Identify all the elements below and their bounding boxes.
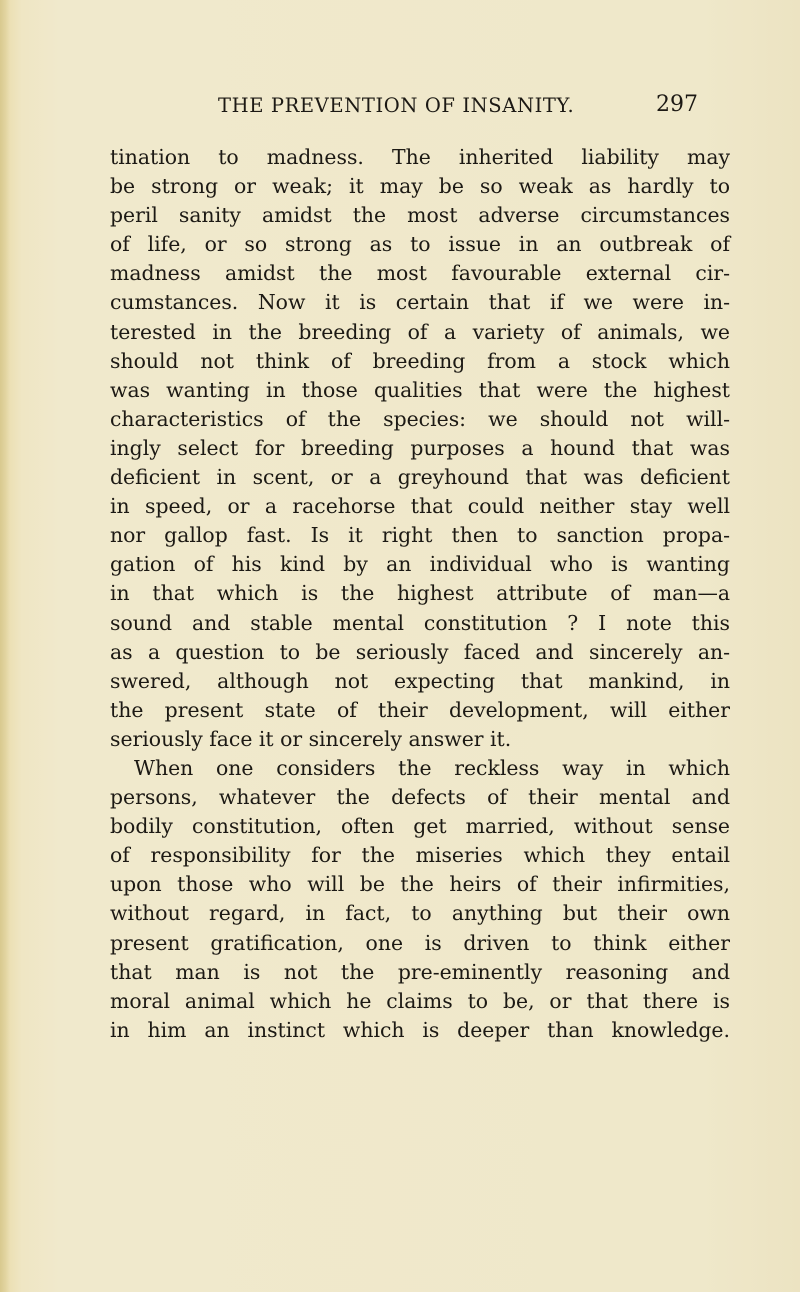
text-line: gation of his kind by an individual who is wanting (110, 552, 730, 577)
text-line: deficient in scent, or a greyhound that was deficient (110, 465, 730, 490)
text-line: in that which is the highest attribute of man—a (110, 581, 730, 606)
paragraph-first-line: When one considers the reckless way in which (134, 755, 730, 780)
text-line: cumstances. Now it is certain that if we were in- (110, 290, 730, 315)
binding-shadow (0, 0, 10, 1292)
body-text (110, 143, 730, 1045)
running-head (0, 94, 800, 124)
text-line: sound and stable mental constitution ? I note this (110, 610, 730, 635)
text-line: the present state of their development, will either (110, 697, 730, 722)
text-line: of life, or so strong as to issue in an outbreak of (110, 232, 730, 257)
text-line: moral animal which he claims to be, or that there is (110, 988, 730, 1013)
text-line: madness amidst the most favourable external cir- (110, 261, 730, 286)
text-line: present gratification, one is driven to think either (110, 930, 730, 955)
text-line: terested in the breeding of a variety of animals, we (110, 319, 730, 344)
running-title: THE PREVENTION OF INSANITY. (218, 94, 575, 117)
paragraph-end-line: in him an instinct which is deeper than knowledge. (110, 1017, 730, 1042)
text-line: bodily constitution, often get married, without sense (110, 814, 730, 839)
page-number: 297 (656, 92, 698, 117)
text-line: nor gallop fast. Is it right then to sanction propa- (110, 523, 730, 548)
text-line: as a question to be seriously faced and sincerely an- (110, 639, 730, 664)
text-line: persons, whatever the defects of their mental and (110, 785, 730, 810)
text-line: characteristics of the species: we should not will- (110, 406, 730, 431)
text-line: that man is not the pre-eminently reasoning and (110, 959, 730, 984)
text-line: should not think of breeding from a stock which (110, 348, 730, 373)
paragraph-end-line: seriously face it or sincerely answer it. (110, 726, 512, 751)
text-line: peril sanity amidst the most adverse circumstances (110, 203, 730, 228)
text-line: was wanting in those qualities that were the highest (110, 377, 730, 402)
text-line: without regard, in fact, to anything but their own (110, 901, 730, 926)
text-line: in speed, or a racehorse that could neither stay well (110, 494, 730, 519)
text-line: upon those who will be the heirs of their infirmities, (110, 872, 730, 897)
text-line: ingly select for breeding purposes a hound that was (110, 435, 730, 460)
text-line: tination to madness. The inherited liability may (110, 145, 730, 169)
text-line: swered, although not expecting that mankind, in (110, 668, 730, 693)
text-line: of responsibility for the miseries which they entail (110, 843, 730, 868)
text-line: be strong or weak; it may be so weak as hardly to (110, 174, 730, 199)
